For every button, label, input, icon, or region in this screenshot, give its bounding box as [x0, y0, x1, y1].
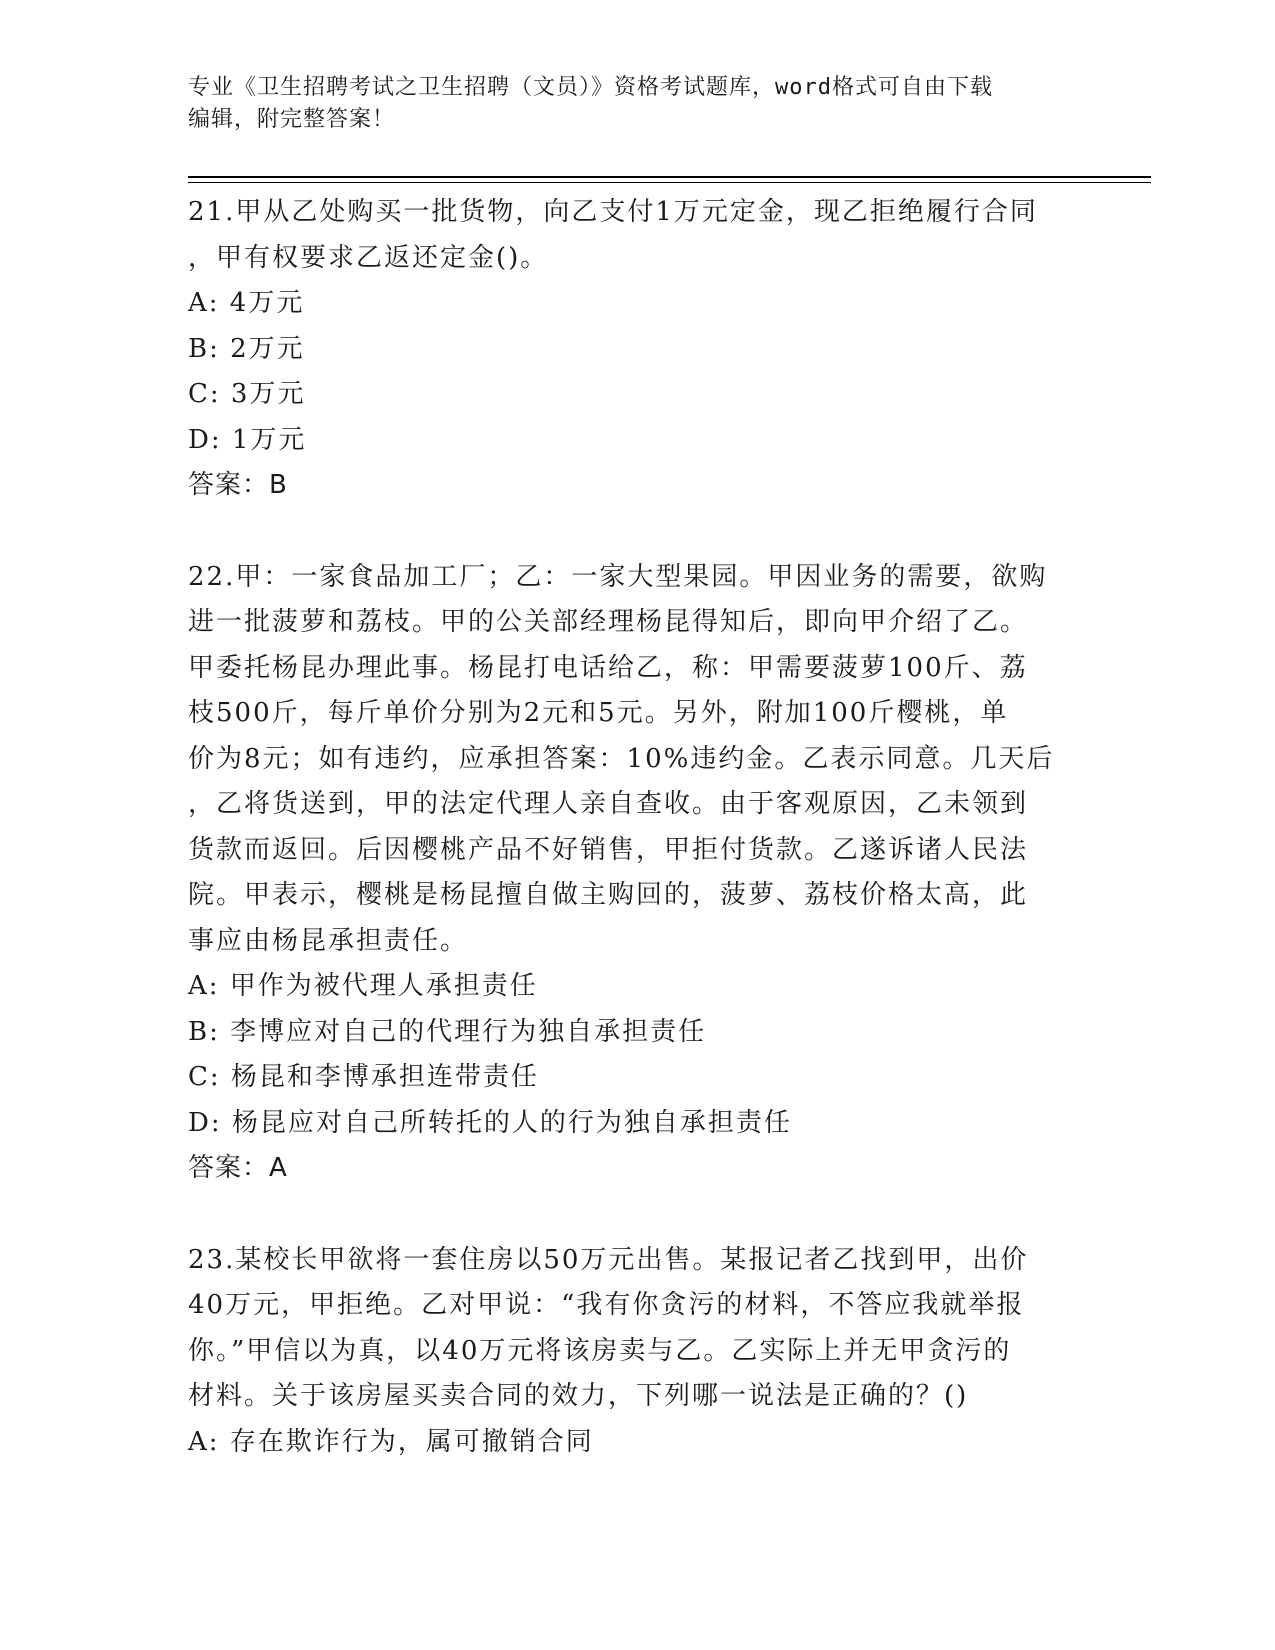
answer-line: 答案：A [188, 1153, 288, 1183]
question-21 [188, 190, 1088, 509]
question-stem-line: ，乙将货送到，甲的法定代理人亲自查收。由于客观原因，乙未领到 [188, 789, 1029, 819]
question-stem-line: 甲委托杨昆办理此事。杨昆打电话给乙，称：甲需要菠萝100斤、荔 [188, 652, 1028, 683]
option-a: A: 存在欺诈行为，属可撤销合同 [188, 1426, 594, 1457]
header-divider-thin [188, 182, 1151, 183]
question-stem-line: 事应由杨昆承担责任。 [188, 925, 469, 956]
question-stem-line: 货款而返回。后因樱桃产品不好销售，甲拒付货款。乙遂诉诸人民法 [188, 834, 1029, 865]
answer-line: 答案：B [188, 470, 288, 500]
question-stem-line: 21.甲从乙处购买一批货物，向乙支付1万元定金，现乙拒绝履行合同 [188, 197, 1038, 227]
option-a: A: 4万元 [188, 288, 305, 318]
header-line-2: 编辑，附完整答案！ [188, 107, 396, 132]
question-23 [188, 1238, 1088, 1466]
option-b: B: 2万元 [188, 333, 305, 364]
question-stem-line: 进一批菠萝和荔枝。甲的公关部经理杨昆得知后，即向甲介绍了乙。 [188, 607, 1029, 637]
question-22 [188, 555, 1088, 1192]
spacer [188, 509, 1088, 555]
option-a: A: 甲作为被代理人承担责任 [188, 971, 538, 1001]
option-b: B: 李博应对自己的代理行为独自承担责任 [188, 1016, 707, 1047]
question-stem-line: 枝500斤，每斤单价分别为2元和5元。另外，附加100斤樱桃，单 [188, 698, 1009, 728]
question-stem-line: 23.某校长甲欲将一套住房以50万元出售。某报记者乙找到甲，出价 [188, 1244, 1029, 1275]
question-stem-line: 价为8元；如有违约，应承担答案：10%违约金。乙表示同意。几天后 [188, 743, 1055, 774]
header-divider-thick [188, 176, 1151, 178]
question-stem-line: ，甲有权要求乙返还定金()。 [188, 242, 549, 273]
spacer [188, 1192, 1088, 1238]
option-c: C: 3万元 [188, 379, 306, 409]
question-stem-line: 你。”甲信以为真，以40万元将该房卖与乙。乙实际上并无甲贪污的 [188, 1335, 1012, 1366]
header-line-1: 专业《卫生招聘考试之卫生招聘（文员）》资格考试题库，word格式可自由下载 [188, 75, 993, 100]
option-d: D: 杨昆应对自己所转托的人的行为独自承担责任 [188, 1107, 792, 1138]
question-stem-line: 22.甲：一家食品加工厂；乙：一家大型果园。甲因业务的需要，欲购 [188, 561, 1048, 592]
document-header [188, 72, 1088, 136]
option-d: D: 1万元 [188, 424, 307, 455]
option-c: C: 杨昆和李博承担连带责任 [188, 1062, 539, 1092]
question-stem-line: 院。甲表示，樱桃是杨昆擅自做主购回的，菠萝、荔枝价格太高，此 [188, 880, 1029, 910]
question-stem-line: 40万元，甲拒绝。乙对甲说：“我有你贪污的材料，不答应我就举报 [188, 1290, 1025, 1320]
question-stem-line: 材料。关于该房屋买卖合同的效力，下列哪一说法是正确的？() [188, 1381, 969, 1411]
question-list [188, 190, 1088, 1465]
